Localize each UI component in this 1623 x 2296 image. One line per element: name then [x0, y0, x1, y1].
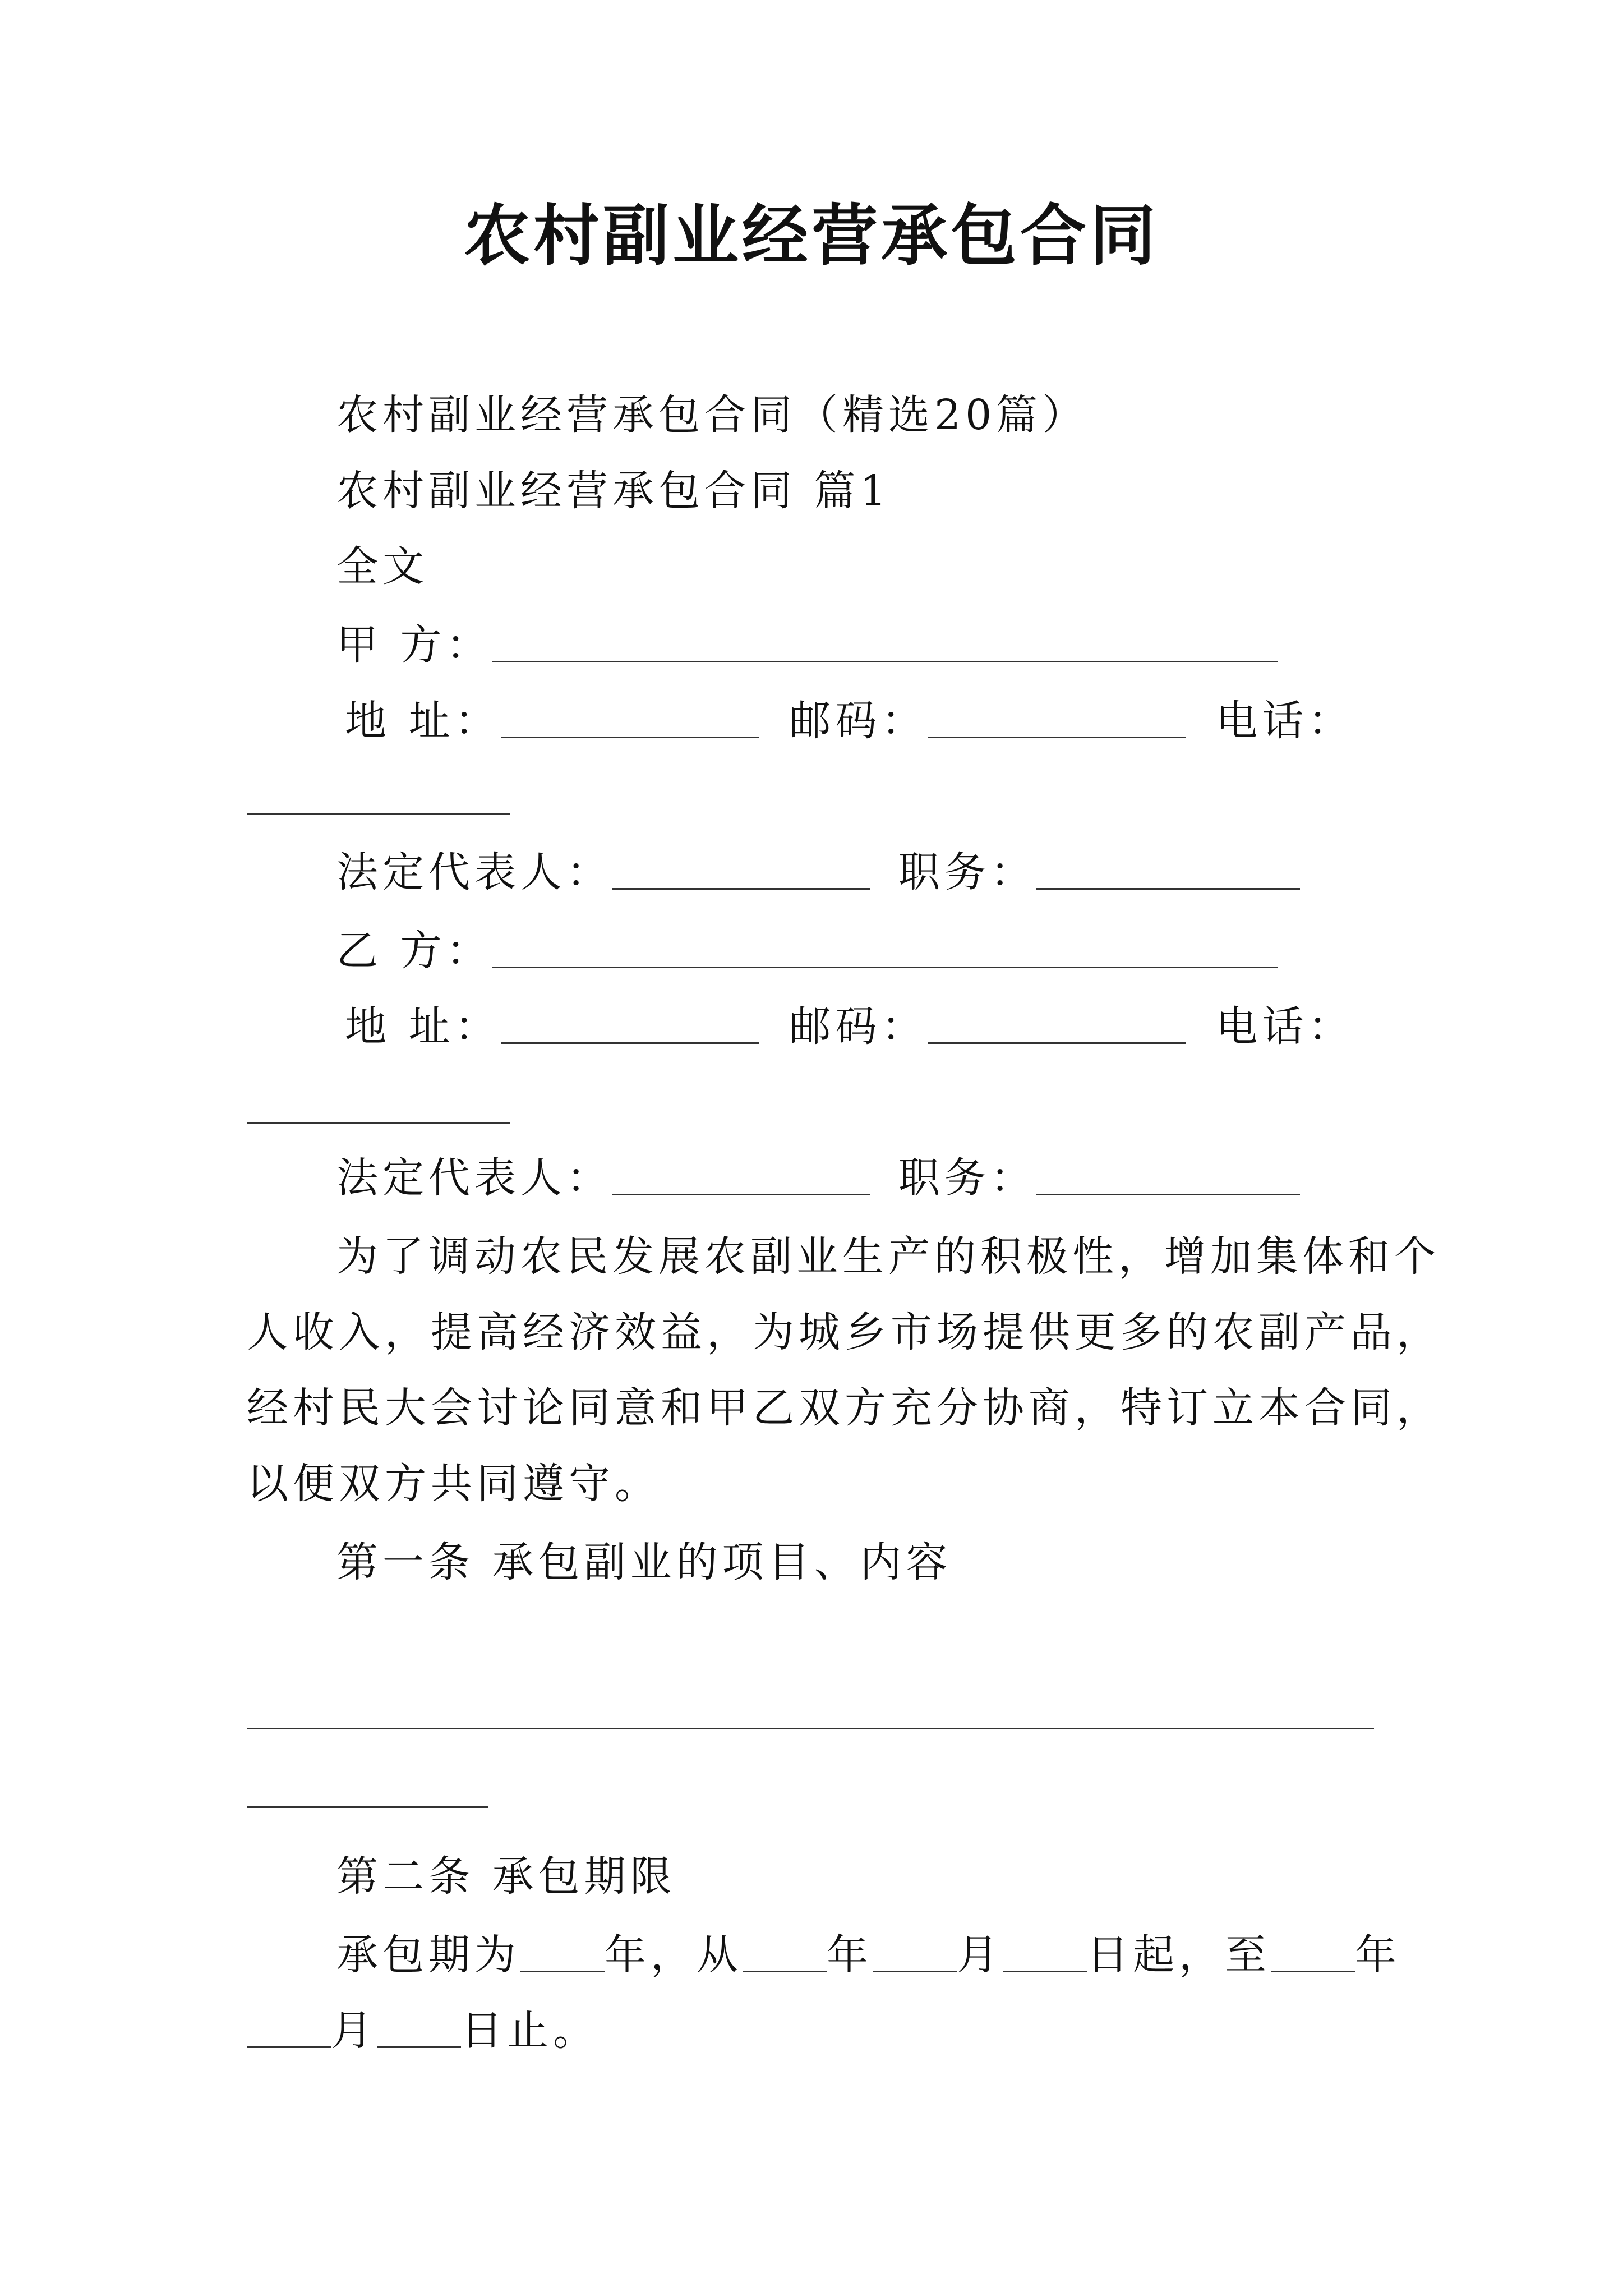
- party-b-line: [336, 920, 1278, 982]
- start-year-blank[interactable]: [743, 1937, 827, 1972]
- end-year-blank[interactable]: [1271, 1937, 1355, 1972]
- term-text-1: 承包期为: [336, 1931, 520, 1979]
- party-a-rep-label: 法定代表人：: [336, 848, 612, 896]
- party-a-title-blank[interactable]: [1036, 854, 1300, 890]
- party-a-title-label: 职务：: [898, 848, 1036, 896]
- party-b-address-line: [345, 996, 1354, 1057]
- party-b-title-label: 职务：: [898, 1154, 1036, 1202]
- party-a-phone-blank[interactable]: [247, 813, 510, 815]
- preamble-line-2: 人收入，提高经济效益，为城乡市场提供更多的农副产品，: [247, 1308, 1442, 1356]
- party-b-label: 乙 方：: [336, 927, 492, 975]
- party-b-rep-line: [336, 1147, 1300, 1209]
- term-text-4: 月: [957, 1931, 1003, 1979]
- term-text-8: 日止。: [461, 2007, 599, 2055]
- party-b-phone-blank[interactable]: [247, 1122, 510, 1124]
- party-a-rep-line: [336, 841, 1300, 903]
- term-text-7: 月: [331, 2007, 377, 2055]
- party-b-rep-label: 法定代表人：: [336, 1154, 612, 1202]
- party-b-address-label: 地 址：: [345, 1002, 501, 1051]
- section-heading: 农村副业经营承包合同 篇1: [336, 467, 891, 515]
- preamble-line-3: 经村民大会讨论同意和甲乙双方充分协商，特订立本合同，: [247, 1384, 1442, 1432]
- term-line-1: [336, 1924, 1401, 1986]
- party-b-rep-blank[interactable]: [612, 1160, 870, 1195]
- party-b-blank[interactable]: [492, 933, 1278, 968]
- party-a-rep-blank[interactable]: [612, 854, 870, 890]
- party-b-address-blank[interactable]: [501, 1009, 759, 1044]
- end-month-blank[interactable]: [247, 2013, 331, 2048]
- party-a-phone-label: 电话：: [1216, 697, 1354, 745]
- document-title: 农村副业经营承包合同: [463, 196, 1159, 274]
- article-1-heading: 第一条 承包副业的项目、内容: [336, 1538, 952, 1586]
- party-a-address-line: [345, 690, 1354, 752]
- party-b-title-blank[interactable]: [1036, 1160, 1300, 1195]
- term-text-6: 年: [1355, 1931, 1401, 1979]
- article-2-heading: 第二条 承包期限: [336, 1852, 676, 1901]
- end-day-blank[interactable]: [377, 2013, 461, 2048]
- party-a-postcode-label: 邮码：: [789, 697, 928, 745]
- party-a-address-blank[interactable]: [501, 703, 759, 738]
- article-1-blank-line-1[interactable]: [247, 1728, 1374, 1729]
- start-day-blank[interactable]: [1003, 1937, 1087, 1972]
- party-a-blank[interactable]: [492, 627, 1278, 662]
- party-b-postcode-blank[interactable]: [928, 1009, 1186, 1044]
- party-a-postcode-blank[interactable]: [928, 703, 1186, 738]
- article-1-blank-line-2[interactable]: [247, 1806, 488, 1808]
- term-years-blank[interactable]: [520, 1937, 605, 1972]
- preamble-line-4: 以便双方共同遵守。: [247, 1460, 661, 1508]
- party-a-line: [336, 614, 1278, 676]
- term-text-3: 年: [827, 1931, 873, 1979]
- start-month-blank[interactable]: [873, 1937, 957, 1972]
- term-text-5: 日起，至: [1087, 1931, 1271, 1979]
- term-text-2: 年，从: [605, 1931, 743, 1979]
- party-a-label: 甲 方：: [336, 621, 492, 669]
- fulltext-label: 全文: [336, 542, 428, 591]
- collection-heading: 农村副业经营承包合同（精选20篇）: [336, 391, 1089, 439]
- party-a-address-label: 地 址：: [345, 697, 501, 745]
- preamble-line-1: 为了调动农民发展农副业生产的积极性，增加集体和个: [336, 1232, 1440, 1281]
- party-b-postcode-label: 邮码：: [789, 1002, 928, 1051]
- party-b-phone-label: 电话：: [1216, 1002, 1354, 1051]
- term-line-2: [247, 2000, 599, 2062]
